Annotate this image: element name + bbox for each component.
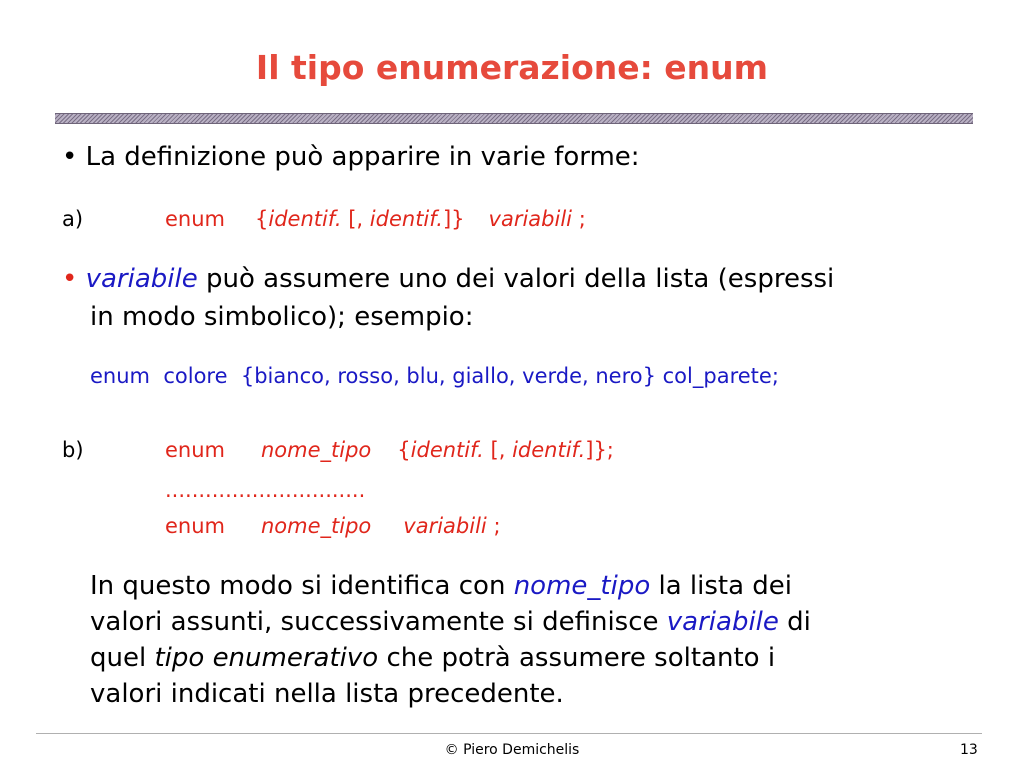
paragraph-text: di [787, 607, 811, 637]
nome-tipo-placeholder: nome_tipo [261, 438, 372, 462]
bullet-continuation: in modo simbolico); esempio: [90, 302, 474, 332]
keyword-enum: enum [165, 207, 225, 231]
identif-placeholder: identif. [512, 438, 586, 462]
bracket-sep: [, [348, 207, 364, 231]
variabili-placeholder: variabili [403, 514, 487, 538]
bracket-close: ]}; [585, 438, 614, 462]
bullet-marker: • [62, 264, 78, 294]
page-number: 13 [960, 742, 978, 758]
nome-tipo-term: nome_tipo [513, 571, 651, 601]
form-a-label: a) [62, 207, 84, 231]
paragraph-text: valori assunti, successivamente si definisce [90, 607, 659, 637]
keyword-enum: enum [165, 514, 225, 538]
paragraph-text: che potrà assumere soltanto i [386, 643, 776, 673]
bracket-sep: [, [490, 438, 506, 462]
form-b-syntax [165, 438, 614, 462]
variabile-term: variabile [85, 264, 198, 294]
keyword-enum: enum [165, 438, 225, 462]
form-a-syntax [165, 207, 586, 231]
bullet-text: La definizione può apparire in varie forme: [85, 142, 640, 172]
bullet-variabile [62, 264, 834, 294]
paragraph-text: In questo modo si identifica con [90, 571, 506, 601]
form-b-label: b) [62, 438, 84, 462]
identif-placeholder: identif. [410, 438, 484, 462]
variabili-placeholder: variabili [488, 207, 572, 231]
identif-placeholder: identif. [369, 207, 443, 231]
paragraph-text: quel [90, 643, 147, 673]
paragraph-line-1 [90, 571, 792, 601]
paragraph-line-2 [90, 607, 811, 637]
paragraph-line-3 [90, 643, 775, 673]
nome-tipo-placeholder: nome_tipo [261, 514, 372, 538]
semicolon: ; [578, 207, 586, 231]
form-b-declaration [165, 514, 501, 538]
slide-title: Il tipo enumerazione: enum [255, 48, 769, 87]
bullet-definition [62, 142, 640, 172]
paragraph-line-4: valori indicati nella lista precedente. [90, 679, 564, 709]
bracket-close: ]} [442, 207, 465, 231]
variabile-term: variabile [666, 607, 779, 637]
ellipsis-dots: .............................. [165, 478, 366, 502]
bullet-marker: • [62, 142, 78, 172]
enum-example: enum colore {bianco, rosso, blu, giallo, verde, nero} col_parete; [90, 364, 779, 388]
brace-open: { [397, 438, 411, 462]
footer-copyright: © Piero Demichelis [444, 742, 580, 758]
footer-divider [36, 733, 982, 734]
title-divider [55, 113, 973, 124]
paragraph-text: la lista dei [658, 571, 793, 601]
brace-open: { [255, 207, 269, 231]
semicolon: ; [493, 514, 501, 538]
identif-placeholder: identif. [268, 207, 342, 231]
tipo-enumerativo-term: tipo enumerativo [154, 643, 379, 673]
bullet-text: può assumere uno dei valori della lista (espressi [206, 264, 835, 294]
